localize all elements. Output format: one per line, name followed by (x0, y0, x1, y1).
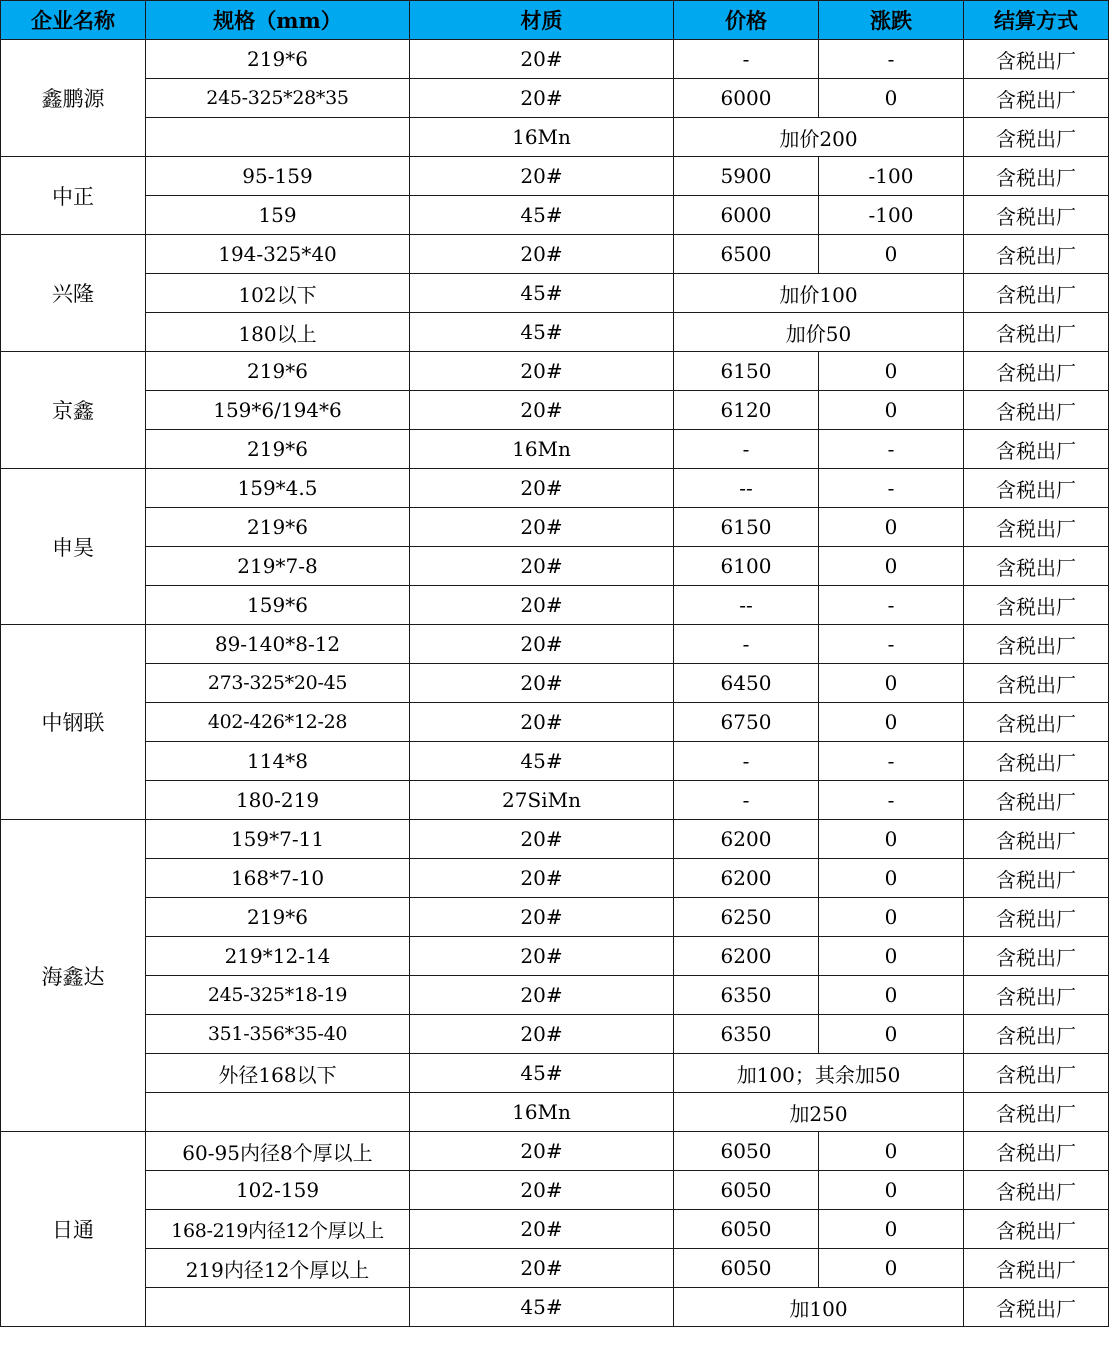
table-row (1, 547, 1109, 586)
header-price: 价格 (674, 1, 819, 40)
material-cell: 45# (410, 1054, 674, 1093)
price-cell: 6200 (674, 820, 819, 859)
change-cell: - (819, 625, 964, 664)
material-cell: 20# (410, 820, 674, 859)
material-cell: 20# (410, 703, 674, 742)
header-change: 涨跌 (819, 1, 964, 40)
table-row (1, 1093, 1109, 1132)
change-cell: 0 (819, 1171, 964, 1210)
change-cell: 0 (819, 937, 964, 976)
spec-cell: 273-325*20-45 (146, 664, 410, 703)
change-cell: 0 (819, 703, 964, 742)
settlement-cell: 含税出厂 (964, 40, 1109, 79)
spec-cell: 219*6 (146, 898, 410, 937)
change-cell: 0 (819, 235, 964, 274)
header-spec: 规格（mm） (146, 1, 410, 40)
spec-cell: 219*12-14 (146, 937, 410, 976)
change-cell: -100 (819, 196, 964, 235)
spec-cell: 180-219 (146, 781, 410, 820)
change-cell: 0 (819, 976, 964, 1015)
spec-cell: 159*6 (146, 586, 410, 625)
table-row (1, 430, 1109, 469)
price-cell: 6050 (674, 1210, 819, 1249)
material-cell: 20# (410, 40, 674, 79)
table-row (1, 313, 1109, 352)
spec-cell: 60-95内径8个厚以上 (146, 1132, 410, 1171)
change-cell: 0 (819, 664, 964, 703)
price-cell: - (674, 742, 819, 781)
table-body (1, 40, 1109, 1327)
spec-cell: 219*6 (146, 430, 410, 469)
table-row (1, 1015, 1109, 1054)
material-cell: 45# (410, 196, 674, 235)
change-cell: 0 (819, 352, 964, 391)
change-cell: 0 (819, 547, 964, 586)
spec-cell: 102以下 (146, 274, 410, 313)
spec-cell: 219*6 (146, 352, 410, 391)
price-cell: 6050 (674, 1171, 819, 1210)
spec-cell: 245-325*18-19 (146, 976, 410, 1015)
change-cell: 0 (819, 1132, 964, 1171)
spec-cell: 219*7-8 (146, 547, 410, 586)
material-cell: 20# (410, 391, 674, 430)
spec-cell: 159 (146, 196, 410, 235)
price-note-cell: 加价50 (674, 313, 964, 352)
change-cell: 0 (819, 391, 964, 430)
price-cell: 5900 (674, 157, 819, 196)
material-cell: 20# (410, 469, 674, 508)
settlement-cell: 含税出厂 (964, 1288, 1109, 1327)
price-cell: 6050 (674, 1132, 819, 1171)
price-cell: 6750 (674, 703, 819, 742)
table-row (1, 586, 1109, 625)
material-cell: 45# (410, 313, 674, 352)
price-note-cell: 加100；其余加50 (674, 1054, 964, 1093)
table-row (1, 1249, 1109, 1288)
change-cell: 0 (819, 859, 964, 898)
settlement-cell: 含税出厂 (964, 781, 1109, 820)
settlement-cell: 含税出厂 (964, 274, 1109, 313)
settlement-cell: 含税出厂 (964, 1054, 1109, 1093)
settlement-cell: 含税出厂 (964, 625, 1109, 664)
price-cell: 6350 (674, 1015, 819, 1054)
settlement-cell: 含税出厂 (964, 586, 1109, 625)
price-cell: 6250 (674, 898, 819, 937)
company-cell: 京鑫 (1, 352, 146, 469)
settlement-cell: 含税出厂 (964, 352, 1109, 391)
price-cell: 6200 (674, 937, 819, 976)
settlement-cell: 含税出厂 (964, 547, 1109, 586)
change-cell: - (819, 430, 964, 469)
company-cell: 日通 (1, 1132, 146, 1327)
settlement-cell: 含税出厂 (964, 1249, 1109, 1288)
table-row (1, 1210, 1109, 1249)
change-cell: - (819, 742, 964, 781)
change-cell: 0 (819, 508, 964, 547)
spec-cell: 168*7-10 (146, 859, 410, 898)
price-cell: -- (674, 586, 819, 625)
settlement-cell: 含税出厂 (964, 937, 1109, 976)
material-cell: 20# (410, 547, 674, 586)
material-cell: 20# (410, 1171, 674, 1210)
price-note-cell: 加100 (674, 1288, 964, 1327)
table-row (1, 781, 1109, 820)
change-cell: 0 (819, 1249, 964, 1288)
spec-cell: 114*8 (146, 742, 410, 781)
spec-cell: 外径168以下 (146, 1054, 410, 1093)
table-row (1, 898, 1109, 937)
spec-cell: 402-426*12-28 (146, 703, 410, 742)
table-row (1, 664, 1109, 703)
price-cell: - (674, 781, 819, 820)
table-row (1, 469, 1109, 508)
table-row (1, 235, 1109, 274)
settlement-cell: 含税出厂 (964, 859, 1109, 898)
spec-cell: 168-219内径12个厚以上 (146, 1210, 410, 1249)
table-row (1, 937, 1109, 976)
change-cell: - (819, 469, 964, 508)
spec-cell: 159*4.5 (146, 469, 410, 508)
settlement-cell: 含税出厂 (964, 703, 1109, 742)
table-row (1, 157, 1109, 196)
spec-cell: 95-159 (146, 157, 410, 196)
material-cell: 20# (410, 586, 674, 625)
material-cell: 20# (410, 79, 674, 118)
table-row (1, 391, 1109, 430)
material-cell: 45# (410, 742, 674, 781)
material-cell: 20# (410, 235, 674, 274)
table-row (1, 40, 1109, 79)
spec-cell: 194-325*40 (146, 235, 410, 274)
price-cell: 6050 (674, 1249, 819, 1288)
material-cell: 20# (410, 352, 674, 391)
settlement-cell: 含税出厂 (964, 469, 1109, 508)
price-cell: 6200 (674, 859, 819, 898)
price-cell: 6350 (674, 976, 819, 1015)
spec-cell: 219*6 (146, 508, 410, 547)
settlement-cell: 含税出厂 (964, 157, 1109, 196)
price-note-cell: 加250 (674, 1093, 964, 1132)
table-row (1, 1288, 1109, 1327)
spec-cell: 351-356*35-40 (146, 1015, 410, 1054)
settlement-cell: 含税出厂 (964, 976, 1109, 1015)
change-cell: 0 (819, 820, 964, 859)
price-cell: - (674, 430, 819, 469)
material-cell: 45# (410, 1288, 674, 1327)
spec-cell: 89-140*8-12 (146, 625, 410, 664)
header-row (1, 1, 1109, 40)
table-row (1, 742, 1109, 781)
table-row (1, 118, 1109, 157)
table-row (1, 1171, 1109, 1210)
material-cell: 20# (410, 859, 674, 898)
material-cell: 20# (410, 508, 674, 547)
table-row (1, 1054, 1109, 1093)
spec-cell: 102-159 (146, 1171, 410, 1210)
settlement-cell: 含税出厂 (964, 1132, 1109, 1171)
table-row (1, 859, 1109, 898)
material-cell: 20# (410, 937, 674, 976)
spec-cell: 219*6 (146, 40, 410, 79)
material-cell: 20# (410, 1249, 674, 1288)
settlement-cell: 含税出厂 (964, 508, 1109, 547)
table-row (1, 820, 1109, 859)
material-cell: 20# (410, 898, 674, 937)
material-cell: 20# (410, 1132, 674, 1171)
table-row (1, 352, 1109, 391)
company-cell: 兴隆 (1, 235, 146, 352)
table-row (1, 703, 1109, 742)
settlement-cell: 含税出厂 (964, 235, 1109, 274)
table-row (1, 1132, 1109, 1171)
material-cell: 20# (410, 1015, 674, 1054)
price-cell: 6500 (674, 235, 819, 274)
price-cell: 6000 (674, 79, 819, 118)
table-row (1, 274, 1109, 313)
settlement-cell: 含税出厂 (964, 1015, 1109, 1054)
spec-cell: 159*6/194*6 (146, 391, 410, 430)
spec-cell: 180以上 (146, 313, 410, 352)
price-cell: 6150 (674, 508, 819, 547)
company-cell: 鑫鹏源 (1, 40, 146, 157)
spec-cell: 219内径12个厚以上 (146, 1249, 410, 1288)
spec-cell (146, 1288, 410, 1327)
price-cell: 6000 (674, 196, 819, 235)
settlement-cell: 含税出厂 (964, 391, 1109, 430)
price-cell: 6450 (674, 664, 819, 703)
price-cell: - (674, 625, 819, 664)
material-cell: 20# (410, 625, 674, 664)
change-cell: 0 (819, 1210, 964, 1249)
price-note-cell: 加价200 (674, 118, 964, 157)
table-row (1, 79, 1109, 118)
price-cell: 6100 (674, 547, 819, 586)
settlement-cell: 含税出厂 (964, 430, 1109, 469)
material-cell: 16Mn (410, 1093, 674, 1132)
change-cell: 0 (819, 898, 964, 937)
table-row (1, 508, 1109, 547)
settlement-cell: 含税出厂 (964, 1093, 1109, 1132)
header-settlement: 结算方式 (964, 1, 1109, 40)
company-cell: 中正 (1, 157, 146, 235)
spec-cell (146, 118, 410, 157)
company-cell: 中钢联 (1, 625, 146, 820)
change-cell: 0 (819, 1015, 964, 1054)
settlement-cell: 含税出厂 (964, 313, 1109, 352)
material-cell: 27SiMn (410, 781, 674, 820)
price-cell: - (674, 40, 819, 79)
settlement-cell: 含税出厂 (964, 1210, 1109, 1249)
table-row (1, 976, 1109, 1015)
settlement-cell: 含税出厂 (964, 118, 1109, 157)
header-company: 企业名称 (1, 1, 146, 40)
change-cell: 0 (819, 79, 964, 118)
settlement-cell: 含税出厂 (964, 1171, 1109, 1210)
settlement-cell: 含税出厂 (964, 742, 1109, 781)
company-cell: 海鑫达 (1, 820, 146, 1132)
change-cell: - (819, 40, 964, 79)
settlement-cell: 含税出厂 (964, 820, 1109, 859)
header-material: 材质 (410, 1, 674, 40)
price-cell: -- (674, 469, 819, 508)
change-cell: - (819, 586, 964, 625)
material-cell: 20# (410, 157, 674, 196)
material-cell: 16Mn (410, 430, 674, 469)
spec-cell (146, 1093, 410, 1132)
price-cell: 6150 (674, 352, 819, 391)
change-cell: -100 (819, 157, 964, 196)
material-cell: 20# (410, 976, 674, 1015)
material-cell: 20# (410, 1210, 674, 1249)
company-cell: 申昊 (1, 469, 146, 625)
price-cell: 6120 (674, 391, 819, 430)
settlement-cell: 含税出厂 (964, 664, 1109, 703)
table-row (1, 196, 1109, 235)
spec-cell: 159*7-11 (146, 820, 410, 859)
settlement-cell: 含税出厂 (964, 79, 1109, 118)
spec-cell: 245-325*28*35 (146, 79, 410, 118)
table-row (1, 625, 1109, 664)
price-note-cell: 加价100 (674, 274, 964, 313)
change-cell: - (819, 781, 964, 820)
material-cell: 45# (410, 274, 674, 313)
material-cell: 20# (410, 664, 674, 703)
settlement-cell: 含税出厂 (964, 898, 1109, 937)
settlement-cell: 含税出厂 (964, 196, 1109, 235)
material-cell: 16Mn (410, 118, 674, 157)
